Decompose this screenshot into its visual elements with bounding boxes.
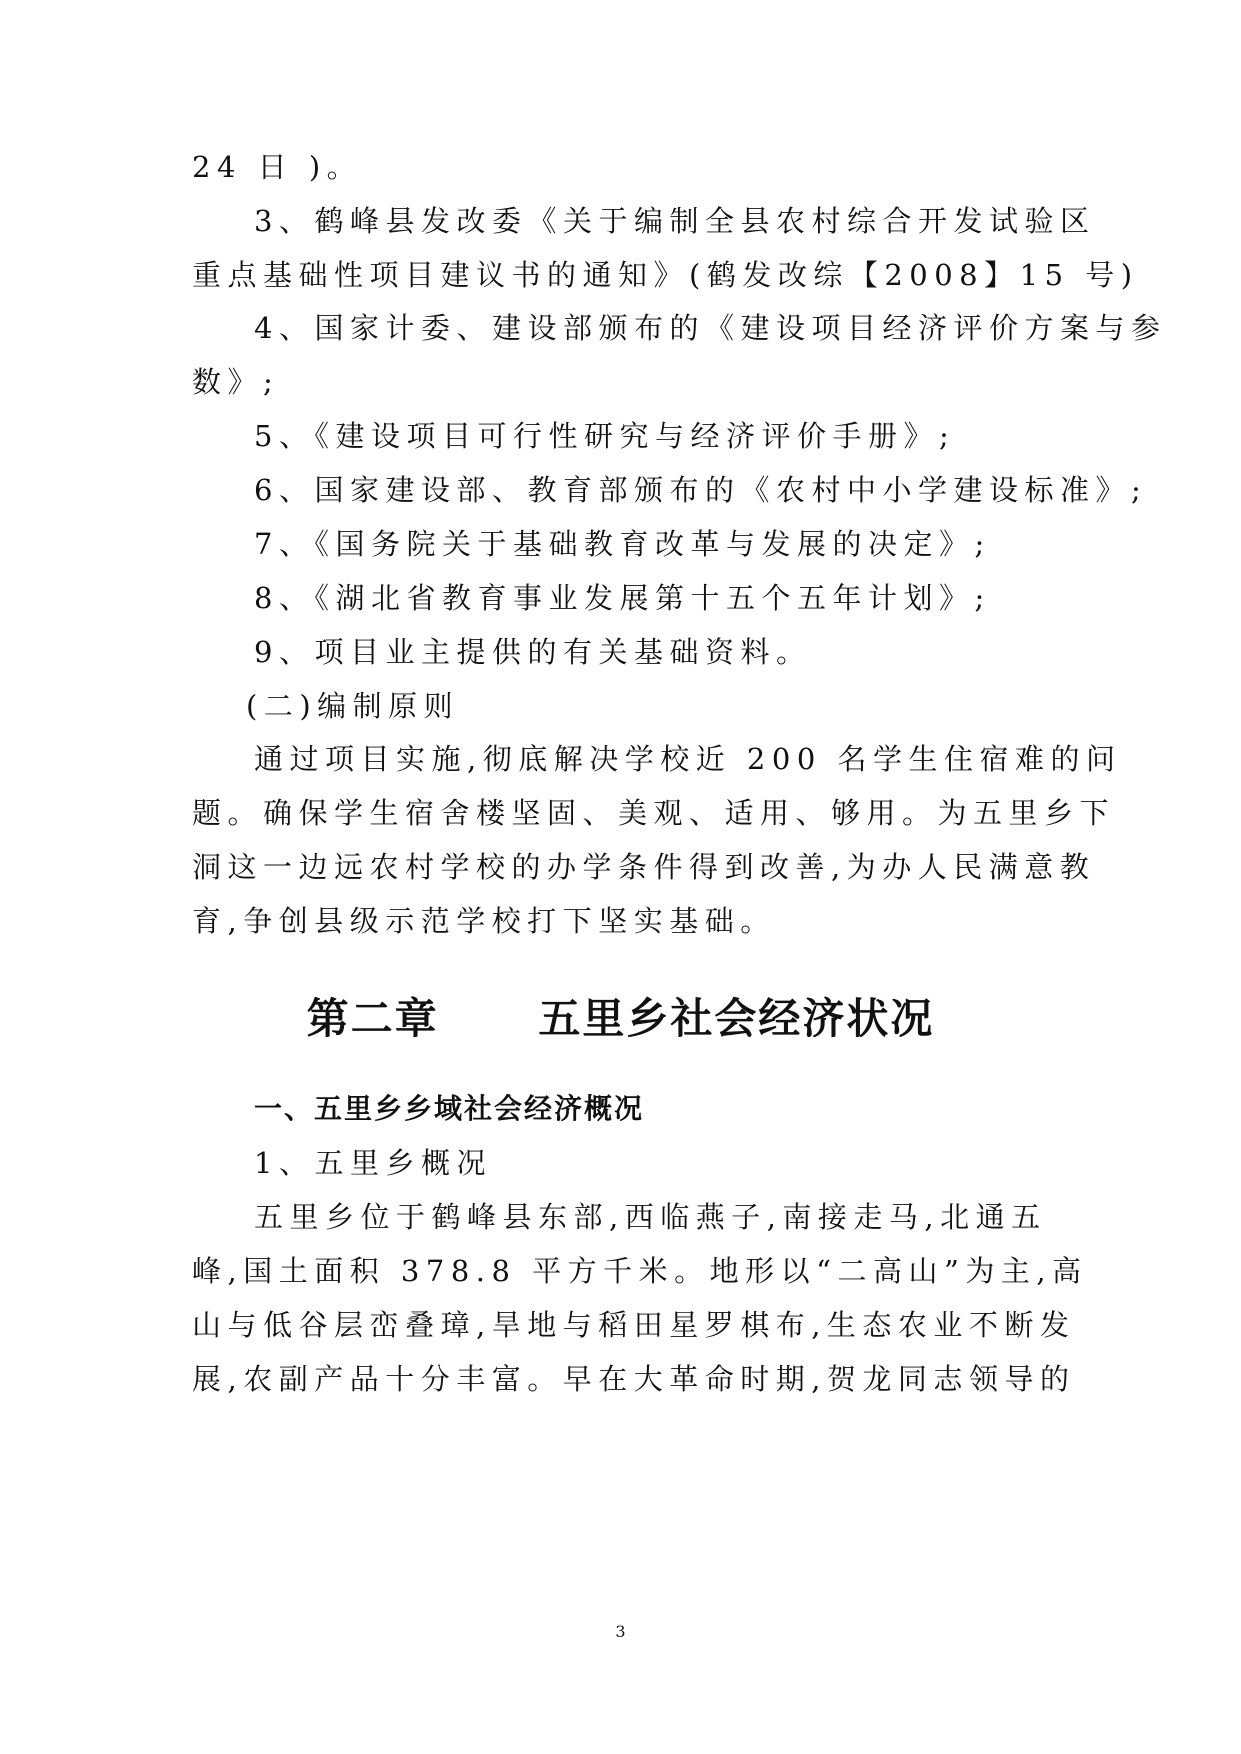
chapter-heading: 第二章 五里乡社会经济状况 <box>306 994 935 1043</box>
paragraph-line: 山与低谷层峦叠璋,旱地与稻田星罗棋布,生态农业不断发 <box>192 1308 1076 1342</box>
paragraph-line: 通过项目实施,彻底解决学校近 200 名学生住宿难的问 <box>254 742 1122 776</box>
page-number: 3 <box>615 1622 626 1641</box>
text-line: 重点基础性项目建议书的通知》(鹤发改综【2008】15 号) <box>192 258 1139 292</box>
reference-item-8: 8、《湖北省教育事业发展第十五个五年计划》; <box>254 581 991 615</box>
reference-item-3: 3、鹤峰县发改委《关于编制全县农村综合开发试验区 <box>254 204 1096 238</box>
reference-item-5: 5、《建设项目可行性研究与经济评价手册》; <box>254 419 956 453</box>
reference-item-9: 9、项目业主提供的有关基础资料。 <box>254 635 812 669</box>
paragraph-line: 峰,国土面积 378.8 平方千米。地形以“二高山”为主,高 <box>192 1254 1088 1288</box>
reference-item-7: 7、《国务院关于基础教育改革与发展的决定》; <box>254 527 991 561</box>
paragraph-line: 育,争创县级示范学校打下坚实基础。 <box>192 904 776 938</box>
text-line: 数》; <box>192 365 280 399</box>
paragraph-line: 题。确保学生宿舍楼坚固、美观、适用、够用。为五里乡下 <box>192 796 1116 830</box>
reference-item-4: 4、国家计委、建设部颁布的《建设项目经济评价方案与参 <box>254 311 1167 345</box>
paragraph-line: 展,农副产品十分丰富。早在大革命时期,贺龙同志领导的 <box>192 1362 1076 1396</box>
paragraph-line: 洞这一边远农村学校的办学条件得到改善,为办人民满意教 <box>192 850 1096 884</box>
paragraph-line: 五里乡位于鹤峰县东部,西临燕子,南接走马,北通五 <box>254 1200 1047 1234</box>
section-heading: 一、五里乡乡域社会经济概况 <box>254 1092 645 1125</box>
reference-item-6: 6、国家建设部、教育部颁布的《农村中小学建设标准》; <box>254 473 1148 507</box>
text-line: 24 日 )。 <box>192 150 363 184</box>
subsection-heading: (二)编制原则 <box>246 689 460 723</box>
subsection-title: 1、五里乡概况 <box>254 1146 492 1180</box>
